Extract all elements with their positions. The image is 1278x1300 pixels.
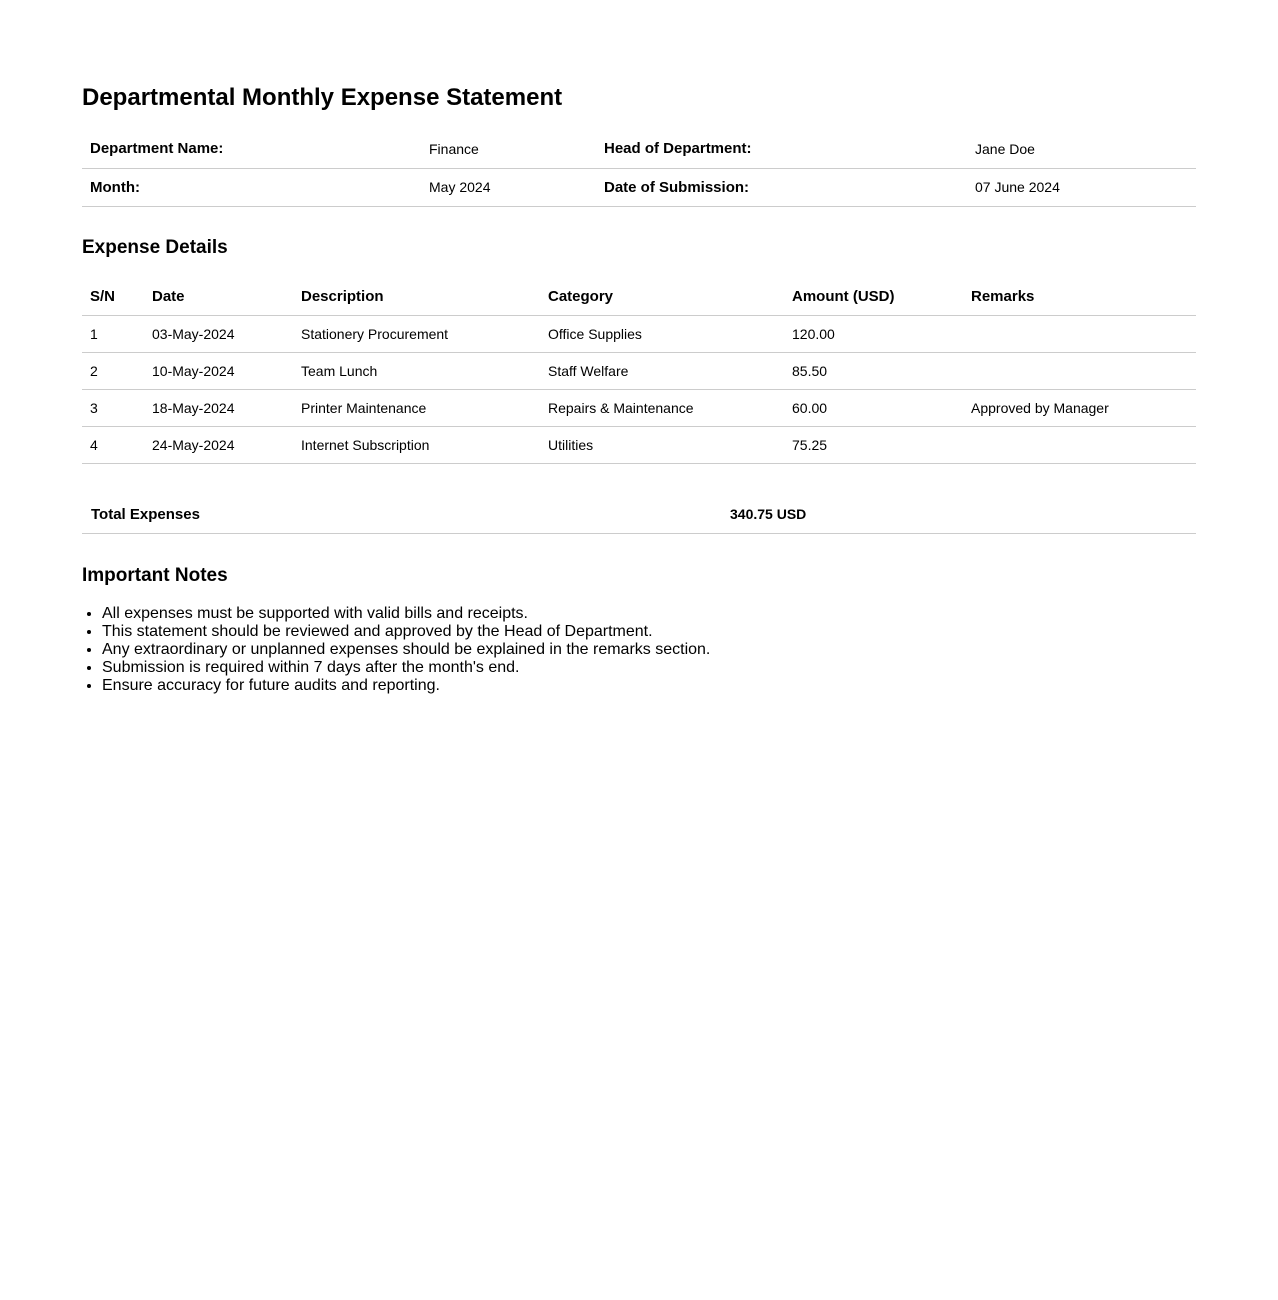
cell-remarks xyxy=(962,426,1196,463)
total-expenses-table xyxy=(82,496,1196,534)
column-header-remarks: Remarks xyxy=(971,287,1035,305)
expense-table xyxy=(82,278,1196,464)
cell-description: Internet Subscription xyxy=(301,436,430,453)
date-of-submission-value: 07 June 2024 xyxy=(975,179,1060,195)
cell-remarks xyxy=(962,352,1196,389)
cell-amount: 75.25 xyxy=(792,436,828,453)
cell-date: 03-May-2024 xyxy=(152,325,235,342)
head-of-department-label: Head of Department: xyxy=(604,140,752,158)
cell-category: Utilities xyxy=(548,436,594,453)
department-name-value: Finance xyxy=(429,140,479,157)
list-item: • All expenses must be supported with valid bills and receipts. xyxy=(102,605,710,623)
column-header-date: Date xyxy=(152,287,185,305)
important-notes-heading: Important Notes xyxy=(82,565,228,586)
info-row xyxy=(82,130,1196,168)
cell-remarks: Approved by Manager xyxy=(971,399,1109,416)
cell-sn: 3 xyxy=(90,399,98,416)
cell-sn: 1 xyxy=(90,325,98,342)
cell-date: 24-May-2024 xyxy=(152,436,235,453)
total-expenses-label: Total Expenses xyxy=(91,505,200,523)
cell-amount: 85.50 xyxy=(792,362,828,379)
department-name-label: Department Name: xyxy=(90,140,224,158)
table-row xyxy=(82,315,1196,352)
total-row xyxy=(82,496,1196,533)
info-row xyxy=(82,168,1196,206)
cell-category: Repairs & Maintenance xyxy=(548,399,694,416)
cell-description: Printer Maintenance xyxy=(301,399,427,416)
cell-sn: 4 xyxy=(90,436,98,453)
page-title: Departmental Monthly Expense Statement xyxy=(82,84,563,111)
expense-table-header xyxy=(82,278,1196,315)
cell-amount: 60.00 xyxy=(792,399,828,416)
list-item: • Any extraordinary or unplanned expenses should be explained in the remarks section. xyxy=(102,641,710,659)
table-row xyxy=(82,352,1196,389)
month-value: May 2024 xyxy=(429,179,491,195)
cell-remarks xyxy=(962,315,1196,352)
notes-list xyxy=(82,605,710,695)
table-row xyxy=(82,426,1196,463)
column-header-category: Category xyxy=(548,287,614,305)
list-item: • Ensure accuracy for future audits and reporting. xyxy=(102,677,710,695)
expense-details-heading: Expense Details xyxy=(82,237,228,258)
cell-amount: 120.00 xyxy=(792,325,835,342)
cell-date: 18-May-2024 xyxy=(152,399,235,416)
head-of-department-value: Jane Doe xyxy=(975,140,1035,157)
column-header-description: Description xyxy=(301,287,384,305)
table-row xyxy=(82,389,1196,426)
cell-date: 10-May-2024 xyxy=(152,362,235,379)
cell-category: Staff Welfare xyxy=(548,362,629,379)
column-header-amount: Amount (USD) xyxy=(792,287,895,305)
list-item: • This statement should be reviewed and approved by the Head of Department. xyxy=(102,623,710,641)
month-label: Month: xyxy=(90,178,140,196)
cell-sn: 2 xyxy=(90,362,98,379)
list-item: • Submission is required within 7 days after the month's end. xyxy=(102,659,710,677)
department-info-table xyxy=(82,130,1196,207)
total-expenses-value: 340.75 USD xyxy=(730,506,807,523)
column-header-sn: S/N xyxy=(90,287,116,305)
cell-category: Office Supplies xyxy=(548,325,642,342)
cell-description: Team Lunch xyxy=(301,362,378,379)
cell-description: Stationery Procurement xyxy=(301,325,449,342)
date-of-submission-label: Date of Submission: xyxy=(604,178,750,196)
